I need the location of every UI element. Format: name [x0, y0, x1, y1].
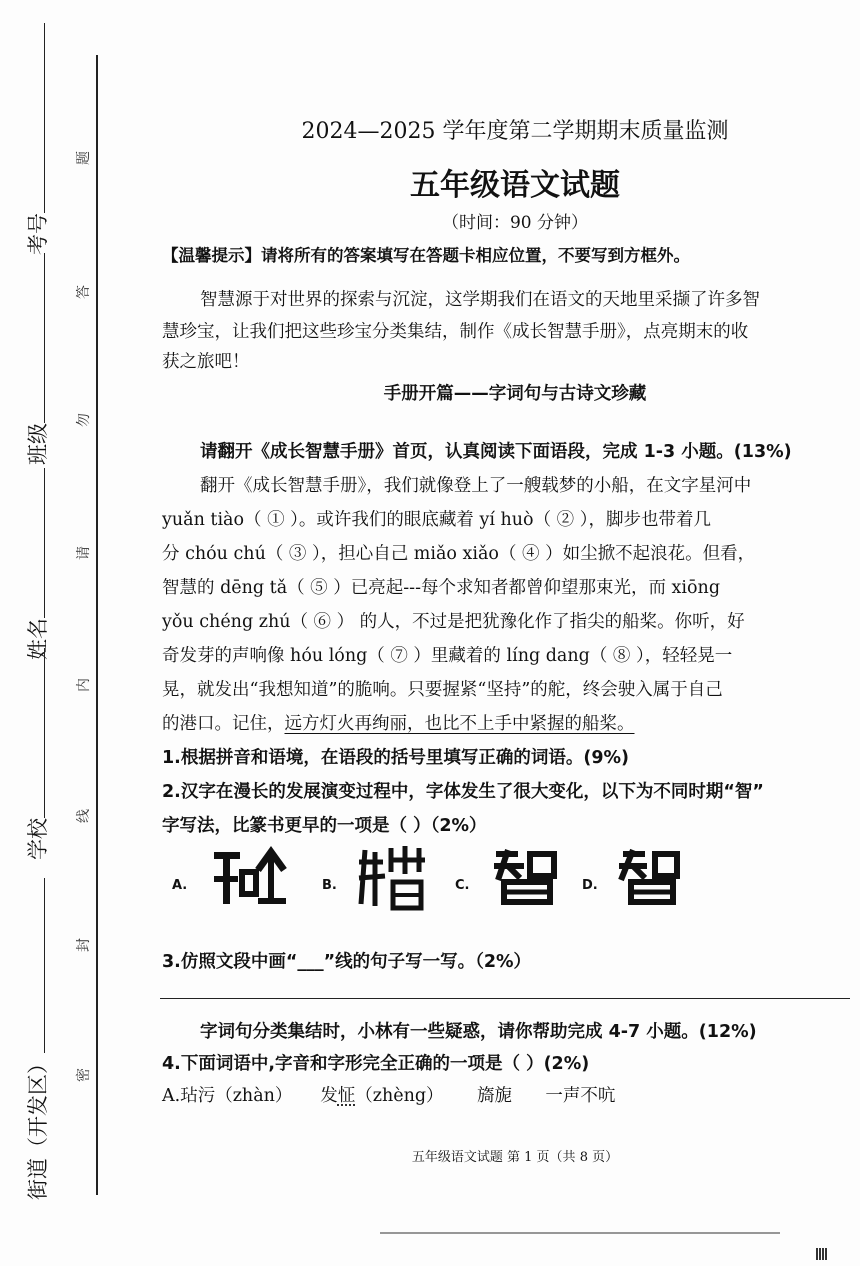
seal-char-nei: 内 [76, 678, 92, 692]
seal-char-wu: 勿 [76, 413, 92, 427]
option-a-label: A. [172, 878, 188, 893]
exam-time: （时间：90 分钟） [441, 213, 589, 233]
kaohao-label: 考号 [26, 213, 50, 255]
seal-char-qing: 请 [76, 546, 92, 560]
jiedao-label: 街道（开发区） [26, 1053, 50, 1200]
option-b-label: B. [322, 878, 337, 893]
passage-line-3: 分 chóu chú（ ③ ），担心自己 miǎo xiǎo（ ④ ）如尘掀不起浪花。但看， [162, 544, 756, 564]
banji-field [22, 253, 52, 465]
question-2-line-1: 2.汉字在漫长的发展演变过程中，字体发生了很大变化，以下为不同时期“智” [162, 782, 764, 802]
exam-title: 五年级语文试题 [410, 168, 620, 203]
passage-line-5: yǒu chéng zhú（ ⑥ ） 的人，不过是把犹豫化作了指尖的船桨。你听，好 [162, 612, 745, 632]
question-4: 4.下面词语中,字音和字形完全正确的一项是（ ）(2%) [162, 1054, 590, 1074]
warm-tip: 【温馨提示】请将所有的答案填写在答题卡相应位置，不要写到方框外。 [162, 246, 690, 265]
intro-line-3: 获之旅吧！ [162, 352, 250, 372]
page-footer: 五年级语文试题 第 1 页（共 8 页） [411, 1150, 619, 1165]
seal-char-da: 答 [76, 285, 92, 299]
xingming-field [22, 468, 52, 660]
option-c-label: C. [455, 878, 470, 893]
xingming-label: 姓名 [26, 618, 50, 660]
banji-label: 班级 [26, 423, 50, 465]
seal-char-xian: 线 [76, 809, 92, 823]
q4-a-word-2: 发怔（zhèng） [320, 1086, 444, 1106]
option-a-bronze-glyph-image [212, 846, 292, 914]
section-title: 手册开篇——字词句与古诗文珍藏 [383, 384, 647, 404]
next-page-bleed [380, 1232, 780, 1244]
seal-char-ti: 题 [76, 151, 92, 165]
group1-instruction: 请翻开《成长智慧手册》首页，认真阅读下面语段，完成 1-3 小题。(13%) [200, 442, 792, 462]
option-d-label: D. [582, 878, 598, 893]
seal-char-feng: 封 [76, 938, 92, 952]
passage-line-6: 奇发芽的声响像 hóu lóng（ ⑦ ）里藏着的 líng dang（ ⑧ ），轻轻晃一 [162, 646, 733, 666]
option-d-regular-glyph-image [615, 846, 687, 910]
exam-period: 2024—2025 学年度第二学期期末质量监测 [301, 119, 729, 144]
xuexiao-blank[interactable] [44, 648, 45, 818]
passage-line-2: yuǎn tiào（ ① ）。或许我们的眼底藏着 yí huò（ ② ），脚步也带着几 [162, 510, 711, 530]
passage-line-1: 翻开《成长智慧手册》，我们就像登上了一艘载梦的小船，在文字星河中 [200, 476, 752, 496]
q4-a-word-4: 一声不吭 [545, 1086, 616, 1106]
xuexiao-label: 学校 [26, 818, 50, 860]
xuexiao-field [22, 648, 52, 860]
jiedao-blank[interactable] [44, 878, 45, 1053]
question-3: 3.仿照文段中画“___”线的句子写一写。（2%） [162, 952, 532, 972]
intro-line-1: 智慧源于对世界的探索与沉淀，这学期我们在语文的天地里采撷了许多智 [200, 290, 760, 310]
passage-line-7: 晃，就发出“我想知道”的脆响。只要握紧“坚持”的舵，终会驶入属于自己 [162, 680, 723, 700]
answer-divider [160, 998, 850, 999]
passage-line-8-start: 的港口。记住， [162, 714, 285, 734]
passage-line-8 [162, 710, 635, 735]
option-c-clerical-glyph-image [490, 846, 564, 910]
question-2-line-2: 字写法，比篆书更早的一项是（ ）（2%） [162, 816, 487, 836]
seal-char-mi: 密 [76, 1068, 92, 1082]
question-1: 1.根据拼音和语境，在语段的括号里填写正确的词语。(9%) [162, 748, 630, 768]
q4-a-word-1: A.玷污（zhàn） [162, 1086, 293, 1106]
question-4-option-a [162, 1082, 615, 1107]
qr-code-icon [816, 1248, 828, 1260]
passage-line-4: 智慧的 dēng tǎ（ ⑤ ）已亮起---每个求知者都曾仰望那束光，而 xiōng [162, 578, 721, 598]
group2-instruction: 字词句分类集结时，小林有一些疑惑，请你帮助完成 4-7 小题。(12%) [200, 1022, 757, 1042]
q4-a-word-3: 旖旎 [476, 1086, 512, 1106]
underlined-sentence: 远方灯火再绚丽，也比不上手中紧握的船桨。 [284, 714, 635, 734]
option-b-seal-glyph-image [355, 842, 431, 918]
xingming-blank[interactable] [44, 468, 45, 618]
intro-line-2: 慧珍宝，让我们把这些珍宝分类集结，制作《成长智慧手册》，点亮期末的收 [162, 322, 749, 342]
